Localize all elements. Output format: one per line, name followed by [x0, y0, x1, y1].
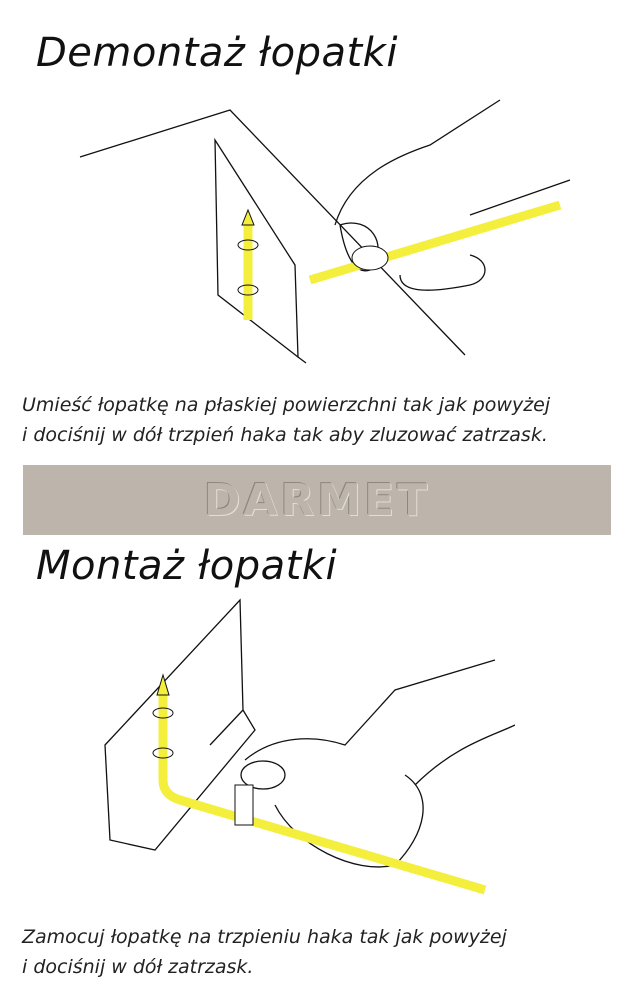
caption-demontaz-line2: i dociśnij w dół trzpień haka tak aby zluzować zatrzask.	[22, 424, 548, 446]
illustration-demontaz	[70, 95, 590, 375]
illustration-montaz	[95, 595, 515, 905]
darmet-logo: DARMET	[203, 475, 431, 526]
caption-montaz	[22, 922, 507, 982]
caption-montaz-line1: Zamocuj łopatkę na trzpieniu haka tak jak powyżej	[22, 926, 507, 948]
caption-demontaz	[22, 390, 550, 450]
caption-demontaz-line1: Umieść łopatkę na płaskiej powierzchni tak jak powyżej	[22, 394, 551, 416]
section-title-montaz: Montaż łopatki	[36, 543, 338, 589]
brand-banner	[23, 465, 611, 535]
caption-montaz-line2: i dociśnij w dół zatrzask.	[22, 956, 254, 978]
section-title-demontaz: Demontaż łopatki	[36, 30, 398, 76]
